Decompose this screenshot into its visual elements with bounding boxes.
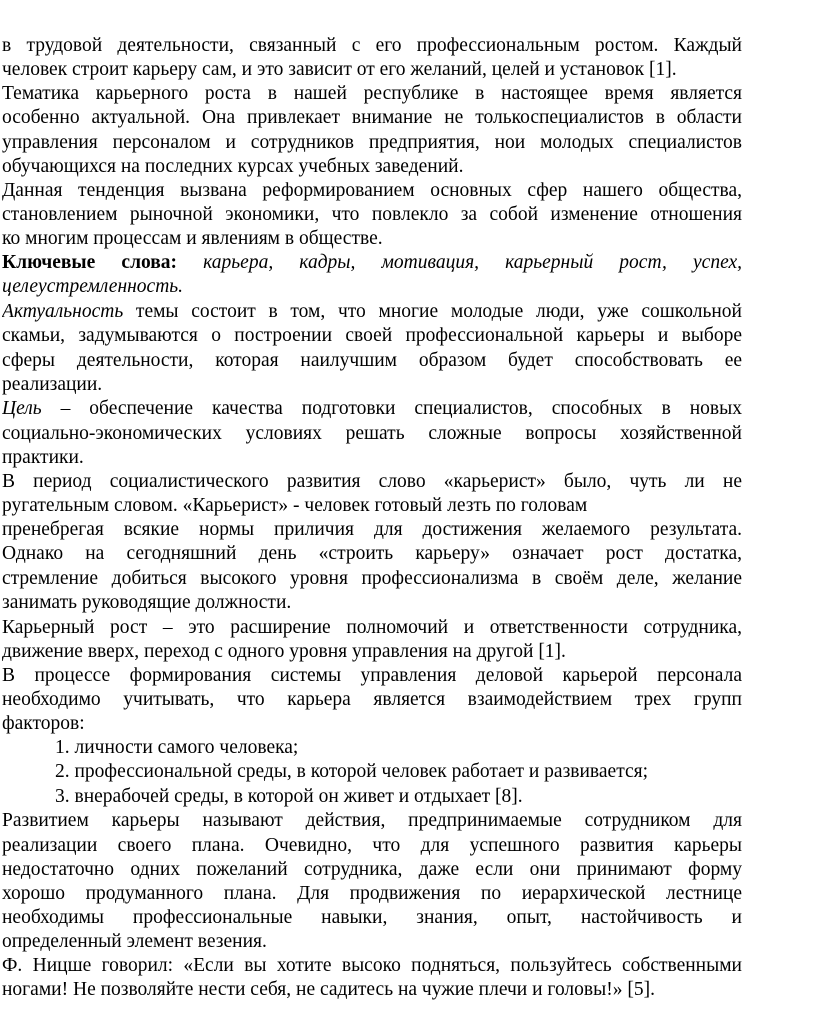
text-line	[2, 179, 742, 203]
text-span: Ф. Ницше говорил: «Если вы хотите высоко подняться, пользуйтесь собственными	[2, 955, 742, 976]
text-span: занимать руководящие должности.	[2, 592, 292, 613]
list-item	[55, 760, 745, 784]
text-line	[2, 712, 742, 736]
text-span: Развитием карьеры называют действия, предпринимаемые сотрудником для	[2, 810, 742, 831]
text-line	[2, 397, 742, 421]
text-line	[2, 809, 742, 833]
text-span: 1. личности самого человека;	[55, 737, 299, 758]
italic-text: карьера, кадры, мотивация, карьерный рост, успех,	[203, 252, 742, 273]
text-line	[2, 834, 742, 858]
text-line	[2, 978, 742, 1002]
text-line	[2, 882, 742, 906]
text-line	[2, 251, 742, 275]
text-span: темы состоит в том, что многие молодые люди, уже сошкольной	[123, 301, 742, 322]
text-line	[2, 906, 742, 930]
text-span: ногами! Не позволяйте нести себя, не садитесь на чужие плечи и головы!» [5].	[2, 979, 655, 1000]
text-line	[2, 58, 742, 82]
text-line	[2, 494, 742, 518]
text-span: пренебрегая всякие нормы приличия для достижения желаемого результата.	[2, 519, 742, 540]
list-item	[55, 736, 745, 760]
text-line	[2, 373, 742, 397]
text-span: недостаточно одних пожеланий сотрудника, даже если они принимают форму	[2, 859, 742, 880]
text-line	[2, 858, 742, 882]
text-line	[2, 422, 742, 446]
italic-text: целеустремленность.	[2, 276, 184, 297]
text-span: социально-экономических условиях решать сложные вопросы хозяйственной	[2, 423, 742, 444]
text-span: Тематика карьерного роста в нашей республике в настоящее время является	[2, 83, 742, 104]
text-span: 2. профессиональной среды, в которой человек работает и развивается;	[55, 761, 648, 782]
text-line	[2, 203, 742, 227]
text-span: Однако на сегодняшний день «строить карьеру» означает рост достатка,	[2, 543, 742, 564]
text-span: обучающихся на последних курсах учебных заведений.	[2, 156, 464, 177]
italic-text: Актуальность	[2, 301, 124, 322]
text-span: ко многим процессам и явлениям в обществе.	[2, 228, 383, 249]
text-line	[2, 446, 742, 470]
text-line	[2, 591, 742, 615]
text-line	[2, 349, 742, 373]
text-span: становлением рыночной экономики, что повлекло за собой изменение отношения	[2, 204, 742, 225]
text-line	[2, 227, 742, 251]
text-span: человек строит карьеру сам, и это зависит от его желаний, целей и установок [1].	[2, 59, 677, 80]
text-span: управления персоналом и сотрудников предприятия, нои молодых специалистов	[2, 132, 742, 153]
text-span: определенный элемент везения.	[2, 931, 267, 952]
italic-text: Цель	[2, 398, 42, 419]
text-span: Карьерный рост – это расширение полномочий и ответственности сотрудника,	[2, 617, 742, 638]
text-line	[2, 954, 742, 978]
text-span: практики.	[2, 447, 84, 468]
text-line	[2, 324, 742, 348]
text-line	[2, 518, 742, 542]
text-line	[2, 106, 742, 130]
text-line	[2, 542, 742, 566]
text-span: сферы деятельности, которая наилучшим образом будет способствовать ее	[2, 350, 742, 371]
text-line	[2, 664, 742, 688]
text-span: В процессе формирования системы управления деловой карьерой персонала	[2, 665, 742, 686]
text-span: в трудовой деятельности, связанный с его профессиональным ростом. Каждый	[2, 35, 742, 56]
text-span: В период социалистического развития слово «карьерист» было, чуть ли не	[2, 471, 742, 492]
text-line	[2, 470, 742, 494]
text-line	[2, 688, 742, 712]
list-item	[55, 785, 745, 809]
text-line	[2, 82, 742, 106]
text-span: Данная тенденция вызвана реформированием основных сфер нашего общества,	[2, 180, 742, 201]
text-span: реализации своего плана. Очевидно, что для успешного развития карьеры	[2, 835, 742, 856]
text-span: стремление добиться высокого уровня профессионализма в своём деле, желание	[2, 568, 742, 589]
text-span: необходимо учитывать, что карьера является взаимодействием трех групп	[2, 689, 742, 710]
text-span: реализации.	[2, 374, 103, 395]
text-span: 3. внерабочей среды, в которой он живет и отдыхает [8].	[55, 786, 523, 807]
text-span: ругательным словом. «Карьерист» - человек готовый лезть по головам	[2, 495, 588, 516]
text-line	[2, 616, 742, 640]
text-line	[2, 131, 742, 155]
text-line	[2, 155, 742, 179]
text-span: необходимы профессиональные навыки, знания, опыт, настойчивость и	[2, 907, 742, 928]
text-line	[2, 300, 742, 324]
text-line	[2, 640, 742, 664]
bold-text: Ключевые слова:	[2, 252, 204, 273]
text-span: – обеспечение качества подготовки специалистов, способных в новых	[41, 398, 742, 419]
text-line	[2, 34, 742, 58]
text-span: скамьи, задумываются о построении своей профессиональной карьеры и выборе	[2, 325, 742, 346]
text-span: особенно актуальной. Она привлекает внимание не толькоспециалистов в области	[2, 107, 742, 128]
text-line	[2, 930, 742, 954]
text-span: факторов:	[2, 713, 85, 734]
text-span: движение вверх, переход с одного уровня управления на другой [1].	[2, 641, 566, 662]
text-line	[2, 567, 742, 591]
text-line	[2, 275, 742, 299]
text-span: хорошо продуманного плана. Для продвижения по иерархической лестнице	[2, 883, 742, 904]
